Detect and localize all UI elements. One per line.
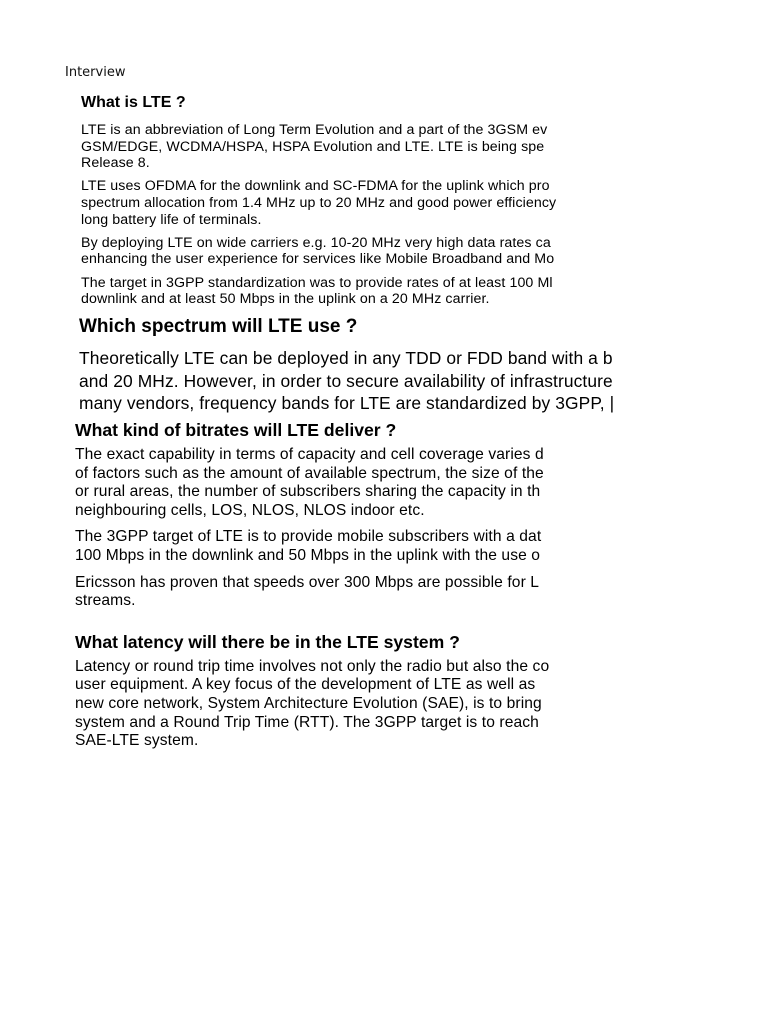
text-line: or rural areas, the number of subscribers sharing the capacity in th: [75, 483, 541, 501]
text-line: many vendors, frequency bands for LTE are standardized by 3GPP, |: [79, 393, 615, 413]
section-what-is-lte: [81, 93, 687, 314]
section-body: [75, 446, 687, 611]
paragraph: [75, 658, 687, 751]
document-label: Interview: [65, 65, 126, 80]
text-line: By deploying LTE on wide carriers e.g. 10-20 MHz very high data rates ca: [81, 234, 551, 251]
paragraph: [75, 446, 687, 520]
text-line: The exact capability in terms of capacity and cell coverage varies d: [75, 446, 544, 463]
paragraph: [81, 275, 687, 308]
text-line: SAE-LTE system.: [75, 732, 199, 750]
text-line: new core network, System Architecture Evolution (SAE), is to bring: [75, 694, 542, 712]
text-line: and 20 MHz. However, in order to secure availability of infrastructure: [79, 370, 613, 391]
text-line: The target in 3GPP standardization was to provide rates of at least 100 Ml: [81, 274, 553, 291]
paragraph: [75, 528, 687, 565]
paragraph: [79, 347, 687, 415]
section-bitrates: [75, 419, 687, 759]
section-heading: What is LTE ?: [81, 94, 186, 111]
text-line: streams.: [75, 592, 136, 610]
text-line: long battery life of terminals.: [81, 211, 262, 228]
text-line: LTE is an abbreviation of Long Term Evolution and a part of the 3GSM ev: [81, 122, 548, 138]
text-line: The 3GPP target of LTE is to provide mobile subscribers with a dat: [75, 528, 542, 546]
text-line: LTE uses OFDMA for the downlink and SC-FDMA for the uplink which pro: [81, 178, 550, 195]
text-line: system and a Round Trip Time (RTT). The 3GPP target is to reach: [75, 713, 539, 731]
text-line: Release 8.: [81, 155, 150, 172]
text-line: GSM/EDGE, WCDMA/HSPA, HSPA Evolution and LTE. LTE is being spe: [81, 138, 545, 155]
paragraph: [81, 235, 687, 268]
text-line: 100 Mbps in the downlink and 50 Mbps in the uplink with the use o: [75, 546, 541, 564]
text-line: user equipment. A key focus of the development of LTE as well as: [75, 676, 536, 694]
section-heading: What kind of bitrates will LTE deliver ?: [75, 420, 397, 440]
section-body: [81, 122, 687, 308]
paragraph: [81, 122, 687, 172]
text-line: neighbouring cells, LOS, NLOS, NLOS indoor etc.: [75, 501, 425, 519]
text-line: of factors such as the amount of available spectrum, the size of the: [75, 464, 544, 482]
section-spectrum: [79, 315, 687, 415]
text-line: Ericsson has proven that speeds over 300 Mbps are possible for L: [75, 573, 540, 591]
text-line: downlink and at least 50 Mbps in the uplink on a 20 MHz carrier.: [81, 291, 490, 308]
section-body-latency: [75, 658, 687, 751]
section-heading: Which spectrum will LTE use ?: [79, 316, 358, 337]
section-heading-latency: What latency will there be in the LTE system ?: [75, 631, 460, 652]
text-line: enhancing the user experience for services like Mobile Broadband and Mo: [81, 251, 555, 268]
paragraph: [81, 178, 687, 228]
paragraph: [75, 574, 687, 611]
text-line: spectrum allocation from 1.4 MHz up to 20 MHz and good power efficiency: [81, 194, 557, 211]
text-line: Theoretically LTE can be deployed in any TDD or FDD band with a b: [79, 348, 613, 368]
section-body: [79, 347, 687, 415]
text-line: Latency or round trip time involves not only the radio but also the co: [75, 657, 550, 675]
